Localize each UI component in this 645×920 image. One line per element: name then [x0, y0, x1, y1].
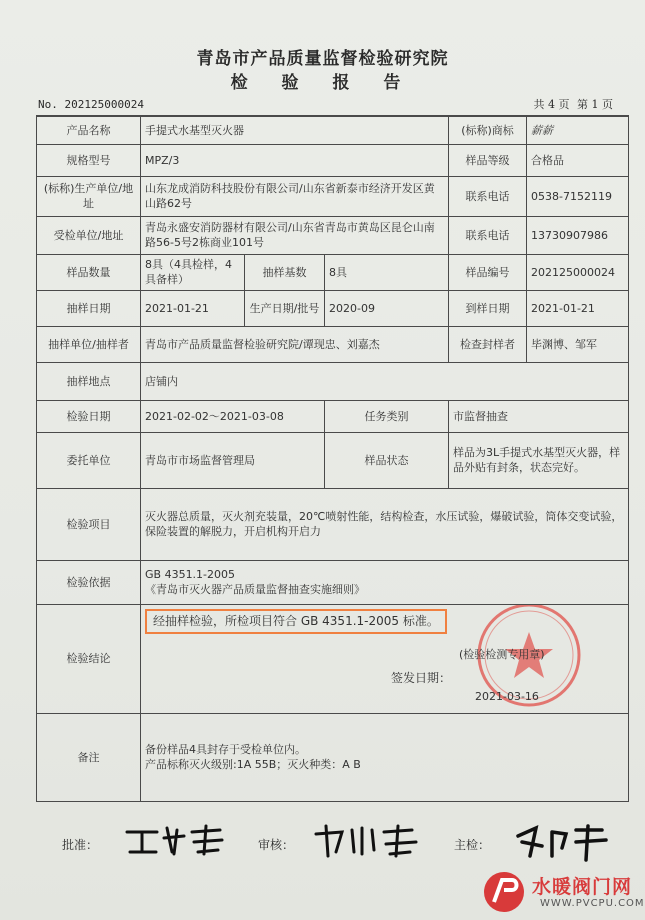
watermark-url: WWW.PVCPU.COM: [540, 898, 645, 909]
sampler-value: 青岛市产品质量监督检验研究院/谭现忠、刘嘉杰: [141, 326, 449, 362]
table-row: [37, 488, 629, 560]
basis-line-1: GB 4351.1-2005: [145, 568, 236, 581]
location-label: 抽样地点: [37, 362, 141, 400]
stamp-caption: (检验检测专用章): [459, 647, 545, 661]
sealer-value: 毕渊博、邹军: [527, 326, 629, 362]
remarks-label: 备注: [37, 713, 141, 801]
sampler-label: 抽样单位/抽样者: [37, 326, 141, 362]
test-date-value: 2021-02-02～2021-03-08: [141, 400, 325, 432]
review-label: 审核：: [258, 838, 295, 852]
institute-title: 青岛市产品质量监督检验研究院: [196, 49, 449, 69]
producer-value: 山东龙成消防科技股份有限公司/山东省新泰市经济开发区黄山路62号: [141, 176, 449, 216]
table-row: [37, 400, 629, 432]
sampling-date-value: 2021-01-21: [141, 290, 245, 326]
state-label: 样品状态: [325, 432, 449, 488]
page-total: 共 4 页: [533, 98, 570, 111]
table-row: [37, 432, 629, 488]
table-row: [37, 176, 629, 216]
arrival-value: 2021-01-21: [527, 290, 629, 326]
report-number: No. 202125000024: [38, 98, 144, 111]
basis-value: [141, 560, 629, 604]
inspected-tel-label: 联系电话: [449, 216, 527, 254]
prod-date-label: 生产日期/批号: [245, 290, 325, 326]
table-row: [37, 713, 629, 801]
producer-tel-value: 0538-7152119: [527, 176, 629, 216]
reviewer-signature-icon: [312, 822, 432, 858]
table-row: [37, 362, 629, 400]
conclusion-label: 检验结论: [37, 604, 141, 713]
remarks-line-1: 备份样品4具封存于受检单位内。: [145, 743, 306, 756]
product-name-value: 手提式水基型灭火器: [141, 116, 449, 144]
page-indicator: [532, 96, 616, 112]
client-label: 委托单位: [37, 432, 141, 488]
brand-value: 薪薪: [527, 116, 629, 144]
inspected-label: 受检单位/地址: [37, 216, 141, 254]
approve-label: 批准：: [62, 838, 99, 852]
sealer-label: 检查封样者: [449, 326, 527, 362]
sample-no-label: 样品编号: [449, 254, 527, 290]
examine-label: 主检：: [454, 838, 491, 852]
remarks-value: [141, 713, 629, 801]
grade-value: 合格品: [527, 144, 629, 176]
watermark-text: 水暖阀门网: [532, 876, 633, 898]
qty-label: 样品数量: [37, 254, 141, 290]
model-label: 规格型号: [37, 144, 141, 176]
table-row: [37, 254, 629, 290]
conclusion-highlight: 经抽样检验，所检项目符合 GB 4351.1-2005 标准。: [145, 609, 447, 634]
table-row: [37, 144, 629, 176]
task-label: 任务类别: [325, 400, 449, 432]
conclusion-area: [141, 605, 628, 713]
base-label: 抽样基数: [245, 254, 325, 290]
table-row: [37, 560, 629, 604]
table-row: [37, 216, 629, 254]
basis-label: 检验依据: [37, 560, 141, 604]
inspected-tel-value: 13730907986: [527, 216, 629, 254]
client-value: 青岛市市场监督管理局: [141, 432, 325, 488]
state-value: 样品为3L手提式水基型灭火器，样品外贴有封条，状态完好。: [449, 432, 629, 488]
producer-label: (标称)生产单位/地址: [37, 176, 141, 216]
sampling-date-label: 抽样日期: [37, 290, 141, 326]
items-value: 灭火器总质量，灭火剂充装量，20℃喷射性能，结构检查，水压试验，爆破试验，筒体交变试验，保险装置的解脱力，开启机构开启力: [141, 488, 629, 560]
brand-label: (标称)商标: [449, 116, 527, 144]
items-label: 检验项目: [37, 488, 141, 560]
report-table: [36, 115, 629, 802]
table-row: [37, 116, 629, 144]
basis-line-2: 《青岛市灭火器产品质量监督抽查实施细则》: [145, 583, 365, 596]
report-title: 检 验 报 告: [230, 73, 415, 93]
sign-date-label: 签发日期：: [391, 670, 452, 685]
page-current: 第 1 页: [577, 98, 613, 111]
base-value: 8具: [325, 254, 449, 290]
remarks-line-2: 产品标称灭火级别:1A 55B；灭火种类：A B: [145, 758, 361, 771]
sample-no-value: 202125000024: [527, 254, 629, 290]
table-row: [37, 326, 629, 362]
producer-tel-label: 联系电话: [449, 176, 527, 216]
signature-footer: [62, 822, 622, 862]
table-row: [37, 604, 629, 713]
prod-date-value: 2020-09: [325, 290, 449, 326]
location-value: 店铺内: [141, 362, 629, 400]
conclusion-cell: [141, 604, 629, 713]
examiner-signature-icon: [512, 822, 612, 862]
sign-date-value: 2021-03-16: [475, 689, 539, 703]
inspected-value: 青岛永盛安消防器材有限公司/山东省青岛市黄岛区昆仑山南路56-5号2栋商业101号: [141, 216, 449, 254]
model-value: MPZ/3: [141, 144, 449, 176]
grade-label: 样品等级: [449, 144, 527, 176]
qty-value: 8具（4具检样，4具备样）: [141, 254, 245, 290]
approver-signature-icon: [122, 822, 232, 858]
test-date-label: 检验日期: [37, 400, 141, 432]
arrival-label: 到样日期: [449, 290, 527, 326]
table-row: [37, 290, 629, 326]
task-value: 市监督抽查: [449, 400, 629, 432]
product-name-label: 产品名称: [37, 116, 141, 144]
